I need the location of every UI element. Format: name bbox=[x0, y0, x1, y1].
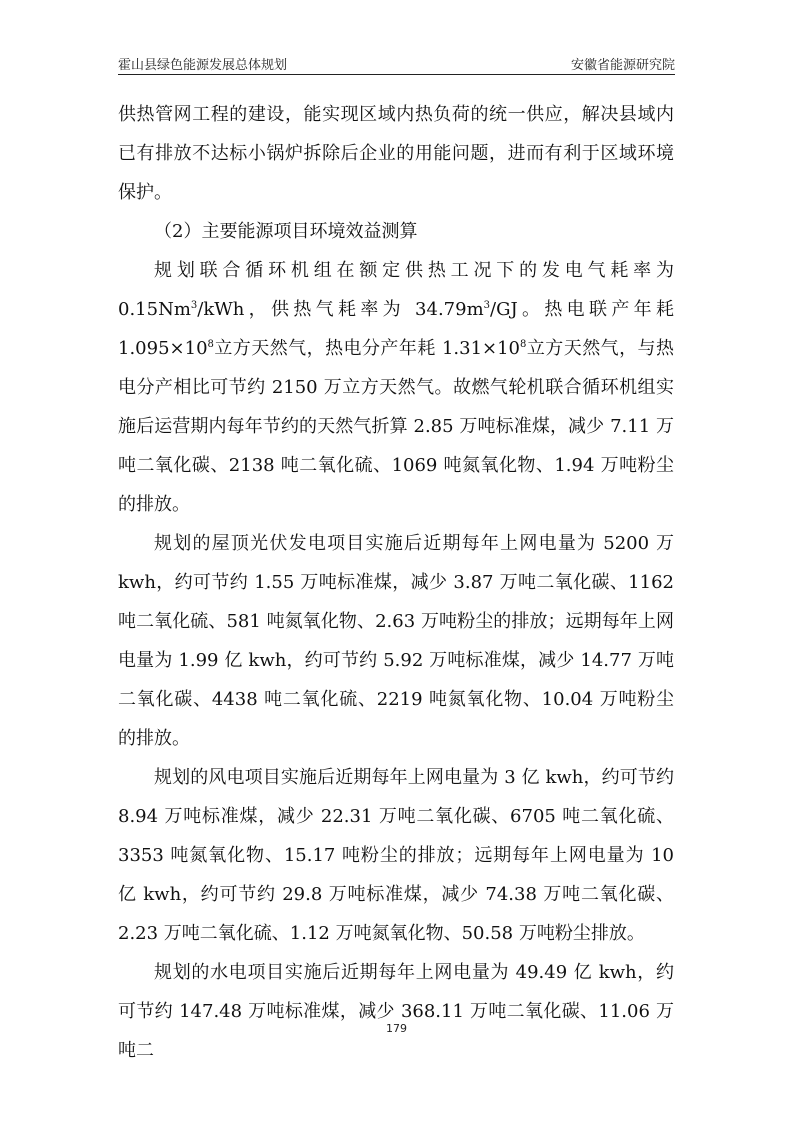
text-segment: 规划联合循环机组在额定供热工况下的发电气耗率为0.15Nm bbox=[118, 260, 674, 320]
section-heading-env-benefit: （2）主要能源项目环境效益测算 bbox=[154, 221, 418, 242]
superscript: 8 bbox=[207, 339, 214, 350]
page-header bbox=[118, 52, 675, 75]
text-segment: /GJ。热电联产年耗 1.095×10 bbox=[118, 299, 674, 359]
paragraph-rooftop-pv: 规划的屋顶光伏发电项目实施后近期每年上网电量为 5200 万 kwh，约可节约 1.55 万吨标准煤，减少 3.87 万吨二氧化碳、1162 吨二氧化硫、581 吨氮氧化物、2.63 万吨粉尘的排放；远期每年上网电量为 1.99 亿 kwh，约可节约 5.92 万吨标准煤，减少 14.77 万吨二氧化碳、4438 吨二氧化硫、2219 吨氮氧化物、10.04 万吨粉尘的排放。 bbox=[118, 533, 674, 749]
paragraph-heating-network: 供热管网工程的建设，能实现区域内热负荷的统一供应，解决县域内已有排放不达标小锅炉拆除后企业的用能问题，进而有利于区域环境保护。 bbox=[118, 104, 674, 203]
header-organization: 安徽省能源研究院 bbox=[570, 58, 675, 73]
page-body bbox=[118, 95, 674, 1070]
header-document-title: 霍山县绿色能源发展总体规划 bbox=[118, 58, 288, 73]
page-number: 179 bbox=[386, 1022, 407, 1035]
superscript: 3 bbox=[190, 300, 198, 311]
superscript: 3 bbox=[483, 300, 491, 311]
text-segment: 立方天然气，与热电分产相比可节约 2150 万立方天然气。故燃气轮机联合循环机组实施后运营期内每年节约的天然气折算 2.85 万吨标准煤，减少 7.11 万吨二氧化碳、2138 吨二氧化硫、1069 吨氮氧化物、1.94 万吨粉尘的排放。 bbox=[118, 338, 674, 515]
text-segment: 立方天然气，热电分产年耗 1.31×10 bbox=[213, 338, 521, 359]
superscript: 8 bbox=[520, 339, 527, 350]
paragraph-combined-cycle bbox=[118, 251, 674, 524]
paragraph-hydropower: 规划的水电项目实施后近期每年上网电量为 49.49 亿 kwh，约可节约 147.48 万吨标准煤，减少 368.11 万吨二氧化碳、11.06 万吨二 bbox=[118, 962, 674, 1061]
paragraph-wind-power: 规划的风电项目实施后近期每年上网电量为 3 亿 kwh，约可节约 8.94 万吨标准煤，减少 22.31 万吨二氧化碳、6705 吨二氧化硫、3353 吨氮氧化物、15.17 吨粉尘的排放；远期每年上网电量为 10 亿 kwh，约可节约 29.8 万吨标准煤，减少 74.38 万吨二氧化碳、2.23 万吨二氧化硫、1.12 万吨氮氧化物、50.58 万吨粉尘排放。 bbox=[118, 767, 674, 944]
text-segment: /kWh，供热气耗率为 34.79m bbox=[197, 299, 484, 320]
